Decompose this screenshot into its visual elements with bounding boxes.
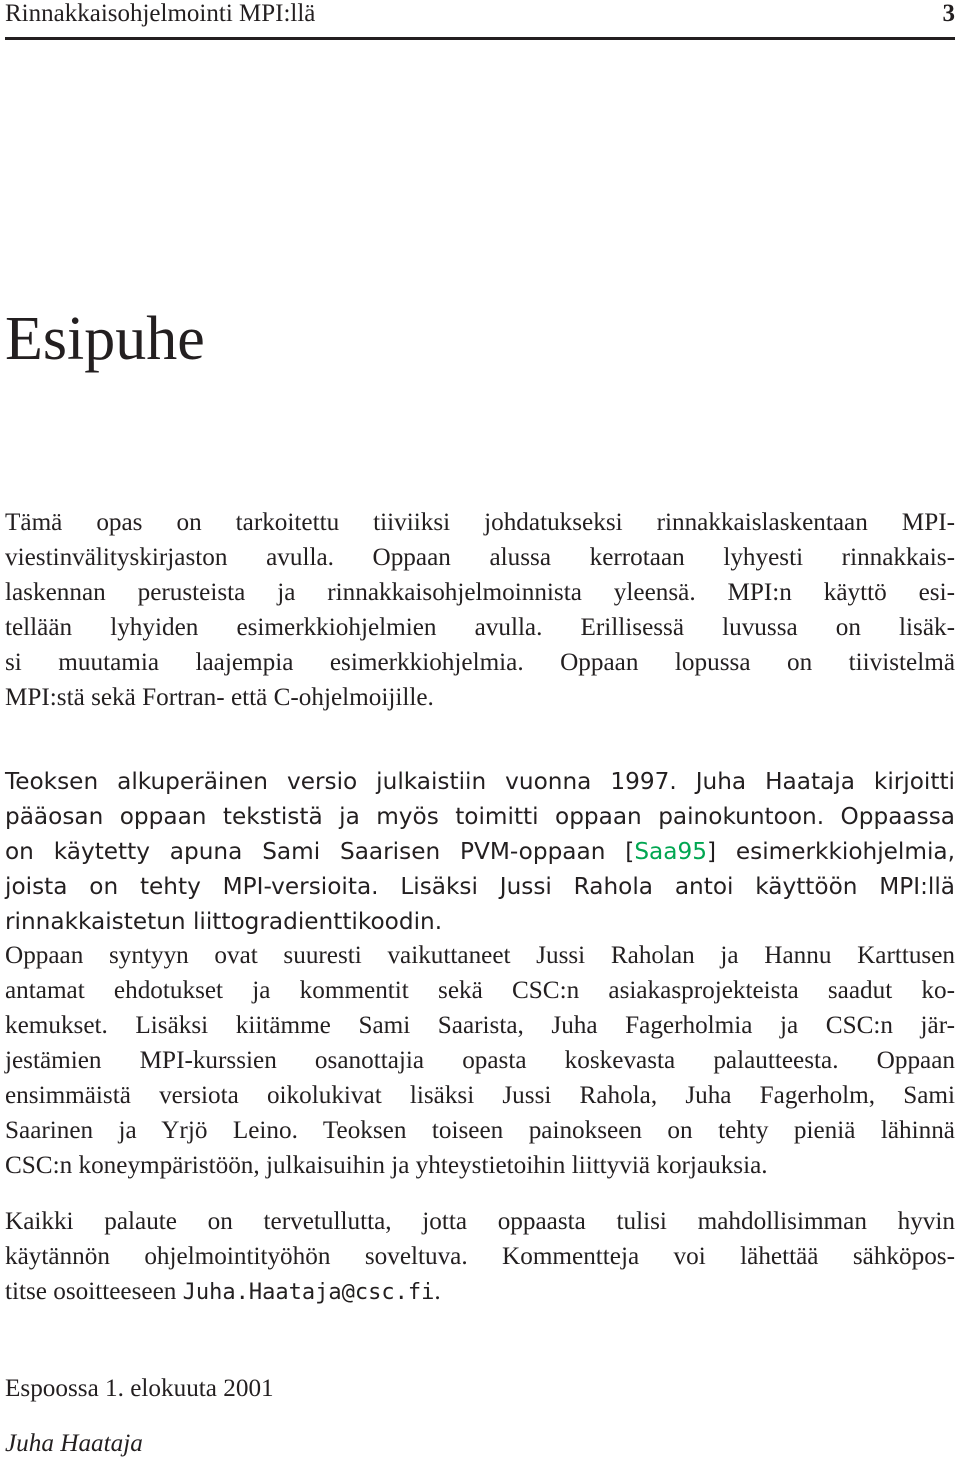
header-rule (5, 37, 955, 40)
running-header (5, 0, 955, 28)
paragraph-line-with-citation (5, 834, 955, 869)
paragraph-line: antamat ehdotukset ja kommentit sekä CSC:n asiakasprojekteista saadut ko- (5, 977, 955, 1004)
paragraph-line: Saarinen ja Yrjö Leino. Teoksen toiseen painokseen on tehty pieniä lähinnä (5, 1117, 955, 1144)
text-segment: titse osoitteeseen (5, 1278, 183, 1305)
paragraph-line: si muutamia laajempia esimerkkiohjelmia. Oppaan lopussa on tiivistelmä (5, 649, 955, 676)
running-header-title: Rinnakkaisohjelmointi MPI:llä (5, 0, 316, 27)
text-segment: ] esimerkkiohjelmia, (706, 838, 955, 865)
paragraph-introduction (5, 505, 955, 715)
place-and-date: Espoossa 1. elokuuta 2001 (5, 1375, 274, 1402)
document-page (5, 0, 955, 1462)
author-signature: Juha Haataja (5, 1430, 143, 1457)
paragraph-acknowledgements (5, 938, 955, 1183)
text-segment: on käytetty apuna Sami Saarisen PVM-oppaan [ (5, 838, 635, 865)
text-segment: . (434, 1278, 441, 1305)
paragraph-line: kemukset. Lisäksi kiitämme Sami Saarista, Juha Fagerholmia ja CSC:n jär- (5, 1012, 955, 1039)
chapter-title: Esipuhe (5, 305, 205, 373)
paragraph-line: joista on tehty MPI-versioita. Lisäksi Jussi Rahola antoi käyttöön MPI:llä (5, 873, 955, 900)
citation-link[interactable]: Saa95 (634, 838, 707, 865)
paragraph-feedback (5, 1204, 955, 1309)
paragraph-line-with-email (5, 1274, 955, 1309)
paragraph-line: tellään lyhyiden esimerkkiohjelmien avulla. Erillisessä luvussa on lisäk- (5, 614, 955, 641)
paragraph-line: jestämien MPI-kurssien osanottajia opasta koskevasta palautteesta. Oppaan (5, 1047, 955, 1074)
paragraph-line: käytännön ohjelmointityöhön soveltuva. Kommentteja voi lähettää sähköpos- (5, 1243, 955, 1270)
paragraph-line: CSC:n koneympäristöön, julkaisuihin ja yhteystietoihin liittyviä korjauksia. (5, 1152, 768, 1179)
paragraph-line: Kaikki palaute on tervetullutta, jotta oppaasta tulisi mahdollisimman hyvin (5, 1208, 955, 1235)
paragraph-line: pääosan oppaan tekstistä ja myös toimitti oppaan painokuntoon. Oppaassa (5, 803, 955, 830)
paragraph-line: MPI:stä sekä Fortran- että C-ohjelmoijille. (5, 684, 434, 711)
paragraph-line: Oppaan syntyyn ovat suuresti vaikuttaneet Jussi Raholan ja Hannu Karttusen (5, 942, 955, 969)
paragraph-line: viestinvälityskirjaston avulla. Oppaan alussa kerrotaan lyhyesti rinnakkais- (5, 544, 955, 571)
page-number: 3 (942, 0, 955, 27)
paragraph-history (5, 764, 955, 939)
paragraph-line: rinnakkaistetun liittogradienttikoodin. (5, 908, 443, 935)
paragraph-line: Teoksen alkuperäinen versio julkaistiin vuonna 1997. Juha Haataja kirjoitti (5, 768, 955, 795)
paragraph-line: Tämä opas on tarkoitettu tiiviiksi johdatukseksi rinnakkaislaskentaan MPI- (5, 509, 955, 536)
paragraph-line: laskennan perusteista ja rinnakkaisohjelmoinnista yleensä. MPI:n käyttö esi- (5, 579, 955, 606)
email-address[interactable]: Juha.Haataja@csc.fi (182, 1280, 435, 1305)
paragraph-line: ensimmäistä versiota oikolukivat lisäksi Jussi Rahola, Juha Fagerholm, Sami (5, 1082, 955, 1109)
